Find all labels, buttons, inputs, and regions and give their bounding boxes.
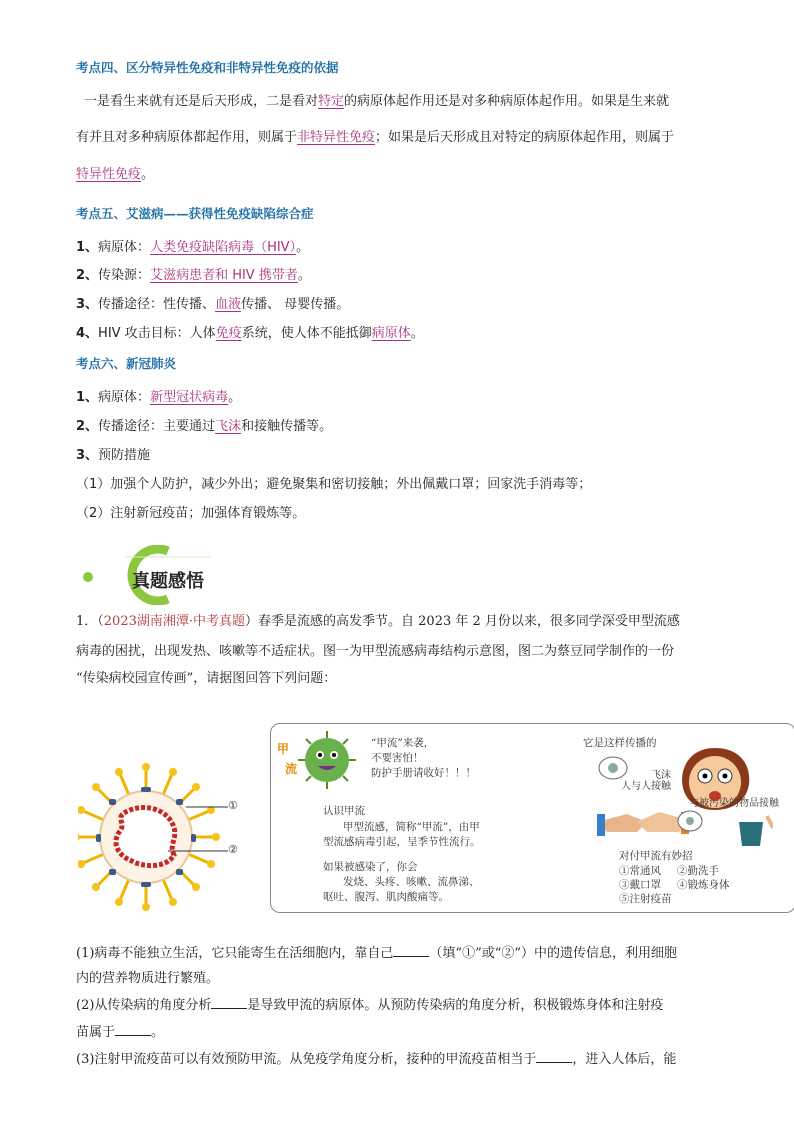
subquestion-2-line-2: 苗属于 。 [76,1025,165,1040]
highlight-term: 飞沫 [215,419,242,434]
question-line2: 病毒的困扰，出现发热、咳嗽等不适症状。图一为甲型流感病毒结构示意图，图二为蔡豆同学制作的一份 [76,644,675,659]
section6-sub2: （2）注射新冠疫苗；加强体育锻炼等。 [76,506,306,521]
flu-virus-mascot-icon [275,730,361,792]
tip-2: ②勤洗手 [677,865,719,877]
label-2: ② [228,843,238,856]
section5-item1: 1、病原体：人类免疫缺陷病毒（HIV）。 [76,240,310,255]
subquestion-1-line-1: (1)病毒不能独立生活，它只能寄生在活细胞内，靠自己 （填“①”或“②”）中的遗传信息，利用细胞 [76,946,678,961]
know-line-1: 甲型流感，简称“甲流”，由甲 [343,821,480,833]
highlight-term: 病原体 [371,326,411,341]
virus-bubble-icon [597,754,629,782]
know-title: 认识甲流 [323,805,365,817]
object-label: 与被污染的物品接触 [689,798,779,809]
spread-title: 它是这样传播的 [583,737,657,749]
section5-item2: 2、传染源：艾滋病患者和 HIV 携带者。 [76,268,311,283]
section4-line2: 有并且对多种病原体都起作用，则属于非特异性免疫；如果是后天形成且对特定的病原体起作用，则属于 [76,130,675,145]
symptom-line-1: 发烧、头疼、咳嗽、流鼻涕、 [343,876,480,888]
banner-title: 真题感悟 [132,571,204,592]
section6-item3: 3、预防措施 [76,448,151,463]
tip-1: ①常通风 [619,865,661,877]
bubble-text-2: 不要害怕！ [371,752,424,764]
flu-char-bottom: 流 [285,762,298,776]
section5-heading: 考点五、艾滋病——获得性免疫缺陷综合症 [76,206,314,221]
answer-blank[interactable] [536,1050,572,1063]
section5-item4: 4、HIV 攻击目标：人体免疫系统，使人体不能抵御病原体。 [76,326,424,341]
section4-line3: 特异性免疫。 [76,167,155,182]
section6-item2: 2、传播途径：主要通过飞沫和接触传播等。 [76,419,333,434]
infected-title: 如果被感染了，你会 [323,861,418,873]
section6-sub1: （1）加强个人防护，减少外出；避免聚集和密切接触；外出佩戴口罩；回家洗手消毒等； [76,477,592,492]
highlight-term: 新型冠状病毒 [150,390,229,405]
subquestion-2-line-1: (2)从传染病的角度分析 是导致甲流的病原体。从预防传染病的角度分析，积极锻炼身体和注射疫 [76,998,664,1013]
virus-icon [78,762,258,912]
symptom-line-2: 呕吐、腹泻、肌肉酸痛等。 [323,891,449,903]
section4-line1: 一是看生来就有还是后天形成，二是看对特定的病原体起作用还是对多种病原体起作用。如果是生来就 [84,94,670,109]
answer-blank[interactable] [115,1023,151,1036]
flu-char-top: 甲 [277,742,290,756]
know-line-2: 型流感病毒引起，呈季节性流行。 [323,836,481,848]
fly-label: 飞沫 [651,770,671,781]
tips-title: 对付甲流有妙招 [619,850,693,862]
contact-label: 人与人接触 [621,781,671,792]
highlight-term: 非特异性免疫 [297,130,376,145]
subquestion-3-line-1: (3)注射甲流疫苗可以有效预防甲流。从免疫学角度分析，接种的甲流疫苗相当于 ，进入人体后，能 [76,1052,677,1067]
tip-4: ④锻炼身体 [677,879,730,891]
highlight-term: 血液 [215,297,242,312]
question-line3: “传染病校园宣传画”，请据图回答下列问题： [76,671,337,686]
highlight-term: 免疫 [215,326,242,341]
tip-5: ⑤注射疫苗 [619,893,672,905]
answer-blank[interactable] [211,996,247,1009]
answer-blank[interactable] [393,944,429,957]
subquestion-1-line-2: 内的营养物质进行繁殖。 [76,971,220,986]
question-source: 2023湖南湘潭·中考真题 [103,614,245,629]
bubble-text-3: 防护手册请收好！！！ [371,767,476,779]
question-line1: 1．（2023湖南湘潭·中考真题）春季是流感的高发季节。自 2023 年 2 月份以来，很多同学深受甲型流感 [76,614,680,629]
cup-icon [733,814,773,848]
highlight-term: 特定 [318,94,345,109]
highlight-term: 艾滋病患者和 HIV 携带者 [150,268,298,283]
label-1: ① [228,799,238,812]
highlight-term: 人类免疫缺陷病毒（HIV） [150,240,297,255]
section4-heading: 考点四、区分特异性免疫和非特异性免疫的依据 [76,60,339,75]
virus-structure-diagram [78,762,258,912]
flu-poster [270,723,794,913]
highlight-term: 特异性免疫 [76,167,142,182]
section6-heading: 考点六、新冠肺炎 [76,356,177,371]
bubble-text-1: “甲流”来袭， [371,737,435,749]
section-banner [80,545,280,605]
section6-item1: 1、病原体：新型冠状病毒。 [76,390,242,405]
tip-3: ③戴口罩 [619,879,661,891]
section5-item3: 3、传播途径：性传播、血液传播、 母婴传播。 [76,297,350,312]
virus-bubble-icon [676,809,704,833]
